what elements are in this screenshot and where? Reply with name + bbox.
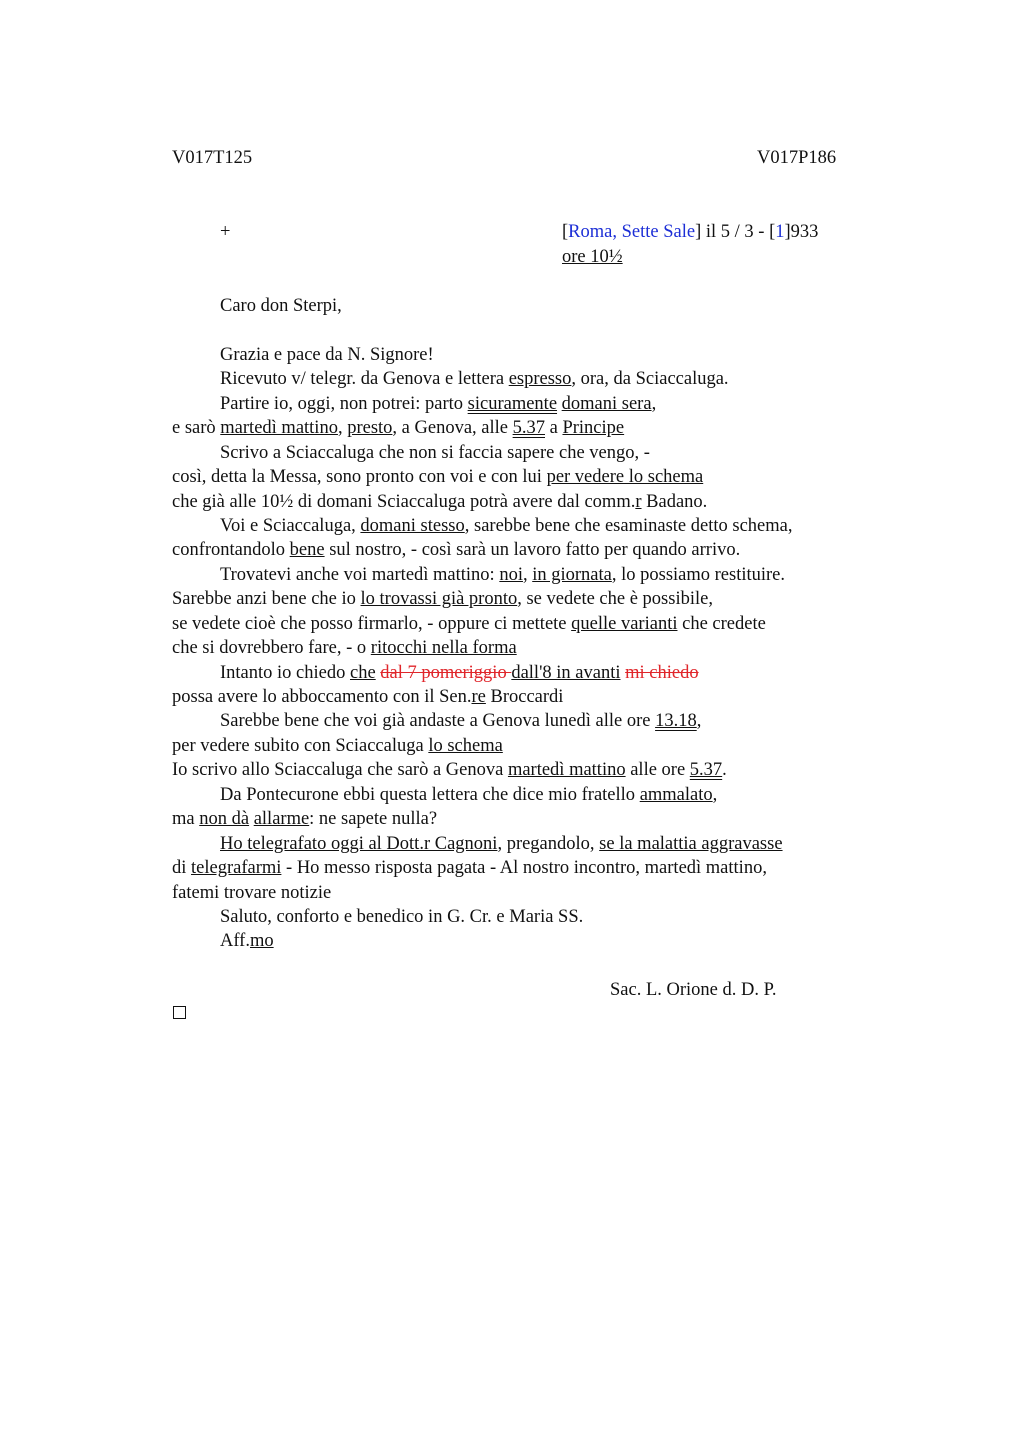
letter-line: così, detta la Messa, sono pronto con voi e con lui per vedere lo schema <box>172 467 704 488</box>
letter-line: Grazia e pace da N. Signore! <box>220 344 434 365</box>
letter-line: Sarebbe anzi bene che io lo trovassi già pronto, se vedete che è possibile, <box>172 589 713 610</box>
letter-line: se vedete cioè che posso firmarlo, - oppure ci mettete quelle varianti che credete <box>172 613 766 634</box>
letter-line: Intanto io chiedo che dal 7 pomeriggio dall'8 in avanti mi chiedo <box>220 662 699 683</box>
letter-line: fatemi trovare notizie <box>172 882 332 903</box>
signature: Sac. L. Orione d. D. P. <box>610 980 777 1000</box>
salutation: Caro don Sterpi, <box>220 296 342 316</box>
letter-line: Ho telegrafato oggi al Dott.r Cagnoni, pregandolo, se la malattia aggravasse <box>220 833 783 854</box>
document-id-right: V017P186 <box>757 148 837 168</box>
letter-line: di telegrafarmi - Ho messo risposta pagata - Al nostro incontro, martedì mattino, <box>172 858 767 879</box>
closing-abbrev: Aff.mo <box>220 931 274 952</box>
letter-line: Trovatevi anche voi martedì mattino: noi, in giornata, lo possiamo restituire. <box>220 564 786 585</box>
cross-symbol: + <box>220 222 231 242</box>
blank-line <box>172 318 872 342</box>
time-line: ore 10½ <box>562 247 623 267</box>
letter-line: che si dovrebbero fare, - o ritocchi nella forma <box>172 638 517 659</box>
letter-line: Saluto, conforto e benedico in G. Cr. e Maria SS. <box>220 906 584 927</box>
letter-line: che già alle 10½ di domani Sciaccaluga potrà avere dal comm.r Badano. <box>172 491 708 512</box>
end-box-symbol <box>173 1006 186 1019</box>
letter-line: possa avere lo abboccamento con il Sen.re Broccardi <box>172 687 564 707</box>
letter-line: confrontandolo bene sul nostro, - così sarà un lavoro fatto per quando arrivo. <box>172 540 741 561</box>
deleted-text: mi chiedo <box>625 662 699 683</box>
letter-line: per vedere subito con Sciaccaluga lo schema <box>172 735 503 756</box>
letter-line: ma non dà allarme: ne sapete nulla? <box>172 809 438 830</box>
letter-line: Da Pontecurone ebbi questa lettera che dice mio fratello ammalato, <box>220 784 718 805</box>
letter-body <box>172 294 872 954</box>
letter-line: Partire io, oggi, non potrei: parto sicuramente domani sera, <box>220 393 657 414</box>
document-id-left: V017T125 <box>172 148 253 168</box>
year-digit: 1 <box>775 222 785 242</box>
deleted-text: dal 7 pomeriggio <box>380 662 512 683</box>
letter-line: Io scrivo allo Sciaccaluga che sarò a Genova martedì mattino alle ore 5.37. <box>172 760 727 781</box>
date-line: [Roma, Sette Sale] il 5 / 3 - [1]933 <box>562 222 819 242</box>
letter-line: e sarò martedì mattino, presto, a Genova, alle 5.37 a Principe <box>172 418 625 439</box>
letter-line: Ricevuto v/ telegr. da Genova e lettera espresso, ora, da Sciaccaluga. <box>220 369 729 390</box>
letter-line: Voi e Sciaccaluga, domani stesso, sarebbe bene che esaminaste detto schema, <box>220 515 793 536</box>
letter-line: Scrivo a Sciaccaluga che non si faccia sapere che vengo, - <box>220 442 650 463</box>
place-name: Roma, Sette Sale <box>568 222 696 242</box>
letter-line: Sarebbe bene che voi già andaste a Genova lunedì alle ore 13.18, <box>220 711 702 732</box>
